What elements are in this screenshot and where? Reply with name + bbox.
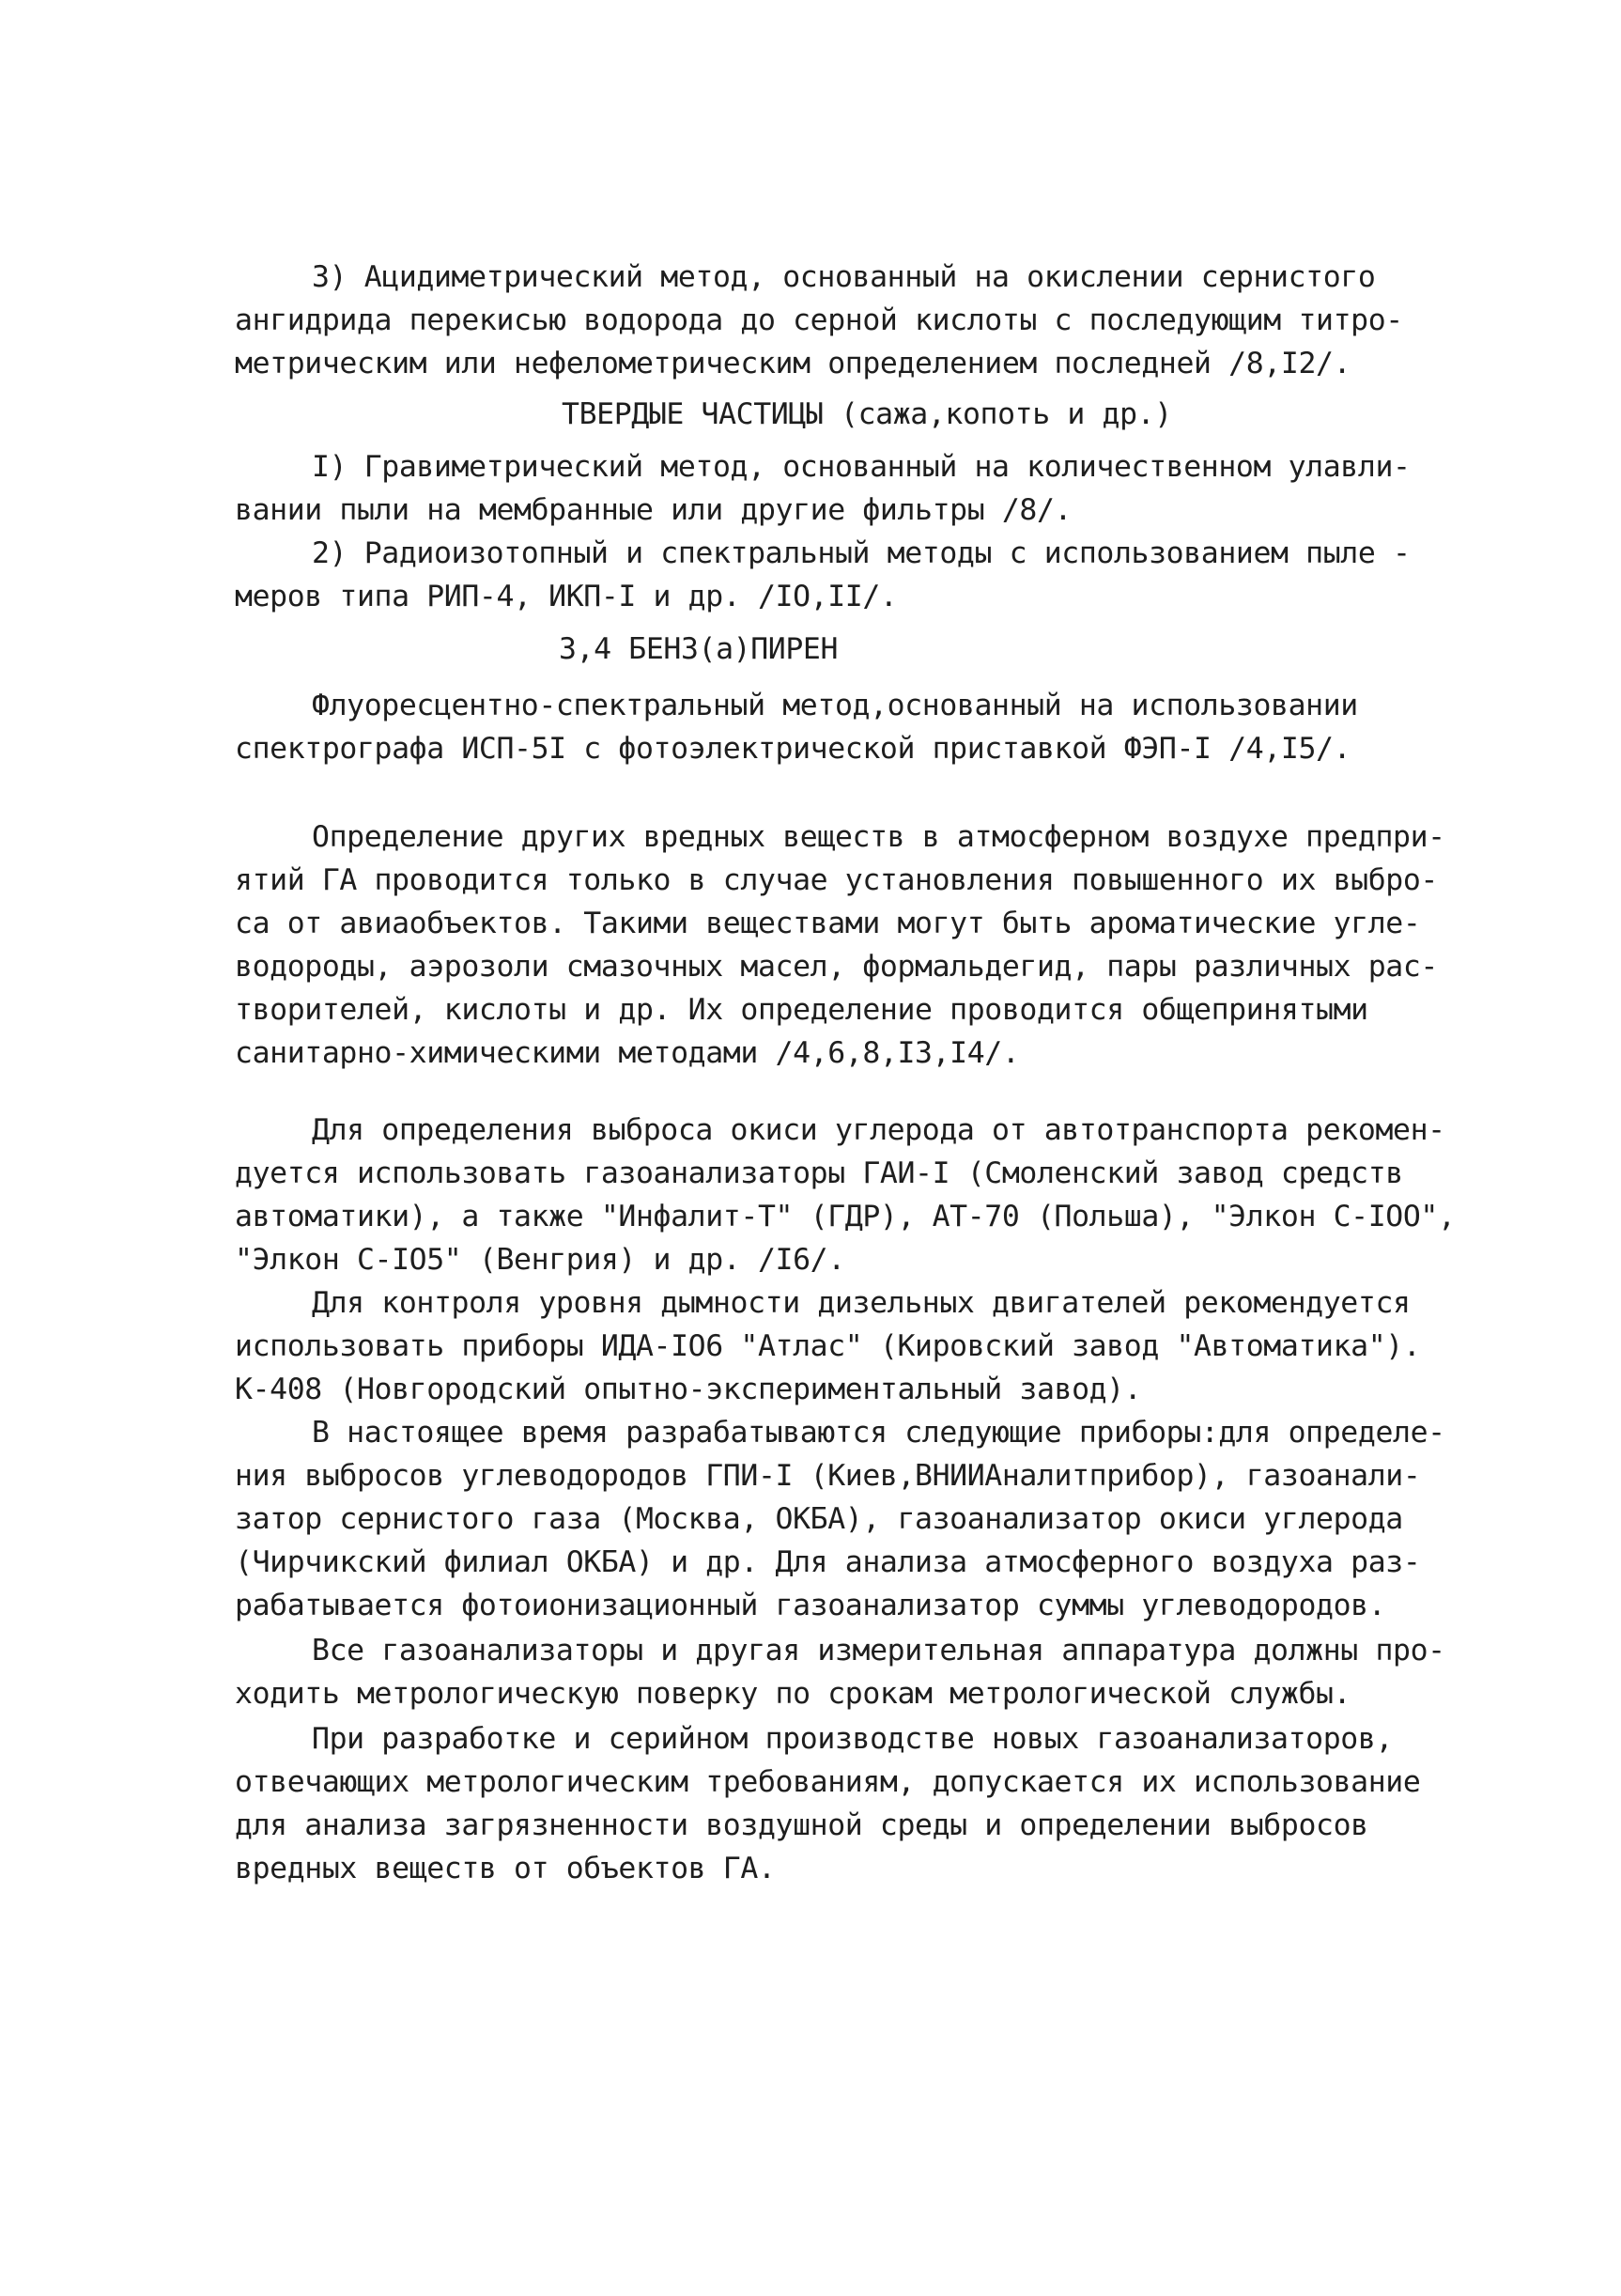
- paragraph-line: К-408 (Новгородский опытно-экспериментальный завод).: [235, 1373, 1142, 1406]
- paragraph-line: водороды, аэрозоли смазочных масел, формальдегид, пары различных рас-: [235, 950, 1438, 984]
- paragraph-line: отвечающих метрологическим требованиям, допускается их использование: [235, 1765, 1421, 1799]
- paragraph-line: меров типа РИП-4, ИКП-I и др. /IO,II/.: [235, 580, 898, 613]
- paragraph-line: для анализа загрязненности воздушной среды и определении выбросов: [235, 1808, 1368, 1842]
- paragraph-line: метрическим или нефелометрическим определением последней /8,I2/.: [235, 347, 1351, 380]
- paragraph-line: Для определения выброса окиси углерода от автотранспорта рекомен-: [312, 1113, 1445, 1147]
- paragraph-line: творителей, кислоты и др. Их определение проводится общепринятыми: [235, 993, 1368, 1027]
- paragraph-line: рабатывается фотоионизационный газоанализатор суммы углеводородов.: [235, 1589, 1386, 1622]
- paragraph-line: ятий ГА проводится только в случае установления повышенного их выбро-: [235, 863, 1438, 897]
- paragraph-line: Определение других вредных веществ в атмосферном воздухе предпри-: [312, 820, 1445, 854]
- paragraph-line: Все газоанализаторы и другая измерительная аппаратура должны про-: [312, 1634, 1445, 1668]
- paragraph-line: 2) Радиоизотопный и спектральный методы с использованием пыле -: [312, 536, 1411, 570]
- paragraph-line: 3) Ацидиметрический метод, основанный на окислении сернистого: [312, 260, 1376, 294]
- paragraph-line: В настоящее время разрабатываются следующие приборы:для определе-: [312, 1416, 1445, 1450]
- paragraph-line: ангидрида перекисью водорода до серной кислоты с последующим титро-: [235, 303, 1403, 337]
- paragraph-line: I) Гравиметрический метод, основанный на количественном улавли-: [312, 450, 1411, 484]
- paragraph-line: вании пыли на мембранные или другие фильтры /8/.: [235, 493, 1073, 527]
- section-heading-solids: ТВЕРДЫЕ ЧАСТИЦЫ (сажа,копоть и др.): [562, 397, 1172, 431]
- paragraph-line: дуется использовать газоанализаторы ГАИ-I (Смоленский завод средств: [235, 1156, 1403, 1190]
- paragraph-line: вредных веществ от объектов ГА.: [235, 1852, 776, 1885]
- paragraph-line: спектрографа ИСП-5I с фотоэлектрической приставкой ФЭП-I /4,I5/.: [235, 732, 1351, 766]
- section-heading-benz: 3,4 БЕНЗ(а)ПИРЕН: [559, 632, 839, 666]
- paragraph-line: ния выбросов углеводородов ГПИ-I (Киев,ВНИИАналитприбор), газоанали-: [235, 1459, 1421, 1493]
- paragraph-line: затор сернистого газа (Москва, ОКБА), газоанализатор окиси углерода: [235, 1502, 1403, 1536]
- paragraph-line: При разработке и серийном производстве новых газоанализаторов,: [312, 1722, 1394, 1756]
- paragraph-line: (Чирчикский филиал ОКБА) и др. Для анализа атмосферного воздуха раз-: [235, 1545, 1421, 1579]
- paragraph-line: Для контроля уровня дымности дизельных двигателей рекомендуется: [312, 1286, 1411, 1320]
- paragraph-line: "Элкон С-IO5" (Венгрия) и др. /I6/.: [235, 1243, 845, 1277]
- paragraph-line: са от авиаобъектов. Такими веществами могут быть ароматические угле-: [235, 907, 1421, 940]
- paragraph-line: автоматики), а также "Инфалит-Т" (ГДР), АТ-70 (Польша), "Элкон С-IOO",: [235, 1200, 1456, 1233]
- paragraph-line: Флуоресцентно-спектральный метод,основанный на использовании: [312, 689, 1358, 722]
- paragraph-line: ходить метрологическую поверку по срокам метрологической службы.: [235, 1677, 1351, 1711]
- paragraph-line: санитарно-химическими методами /4,6,8,I3,I4/.: [235, 1036, 1020, 1070]
- paragraph-line: использовать приборы ИДА-IO6 "Атлас" (Кировский завод "Автоматика").: [235, 1329, 1421, 1363]
